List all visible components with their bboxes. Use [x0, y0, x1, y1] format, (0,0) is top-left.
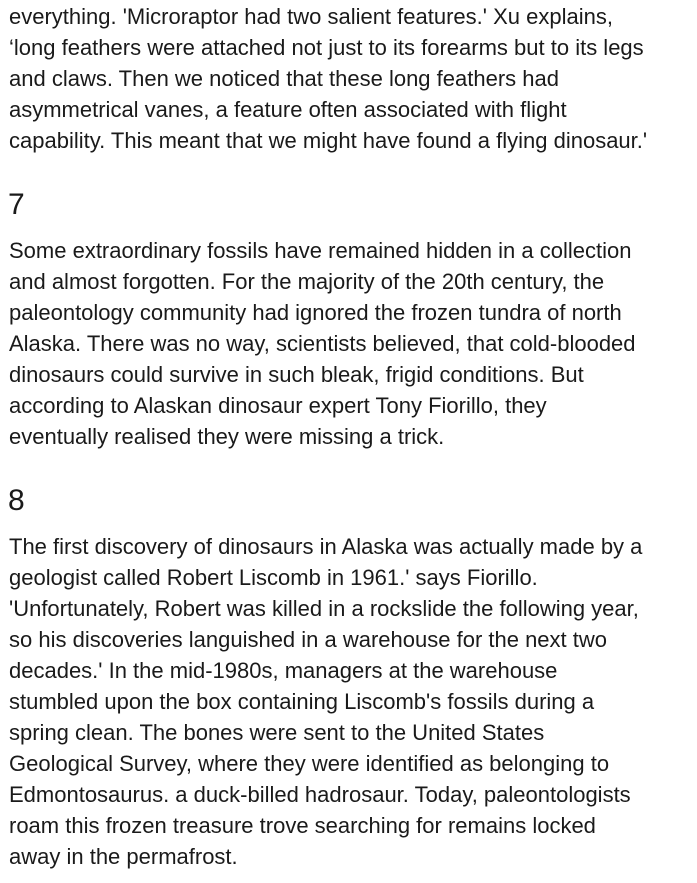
paragraph-8 [9, 531, 642, 872]
text-line: stumbled upon the box containing Liscomb's fossils during a [9, 689, 595, 714]
text-line: 'Unfortunately, Robert was killed in a rockslide the following year, [9, 596, 639, 621]
text-line: eventually realised they were missing a trick. [9, 424, 445, 449]
text-line: capability. This meant that we might have found a flying dinosaur.' [9, 128, 648, 153]
text-line: Edmontosaurus. a duck-billed hadrosaur. Today, paleontologists [9, 782, 631, 807]
text-line: paleontology community had ignored the frozen tundra of north [9, 300, 622, 325]
text-line: Some extraordinary fossils have remained hidden in a collection [9, 238, 632, 263]
text-line: roam this frozen treasure trove searching for remains locked [9, 813, 596, 838]
text-line: ‘long feathers were attached not just to its forearms but to its legs [9, 35, 644, 60]
text-line: away in the permafrost. [9, 844, 238, 869]
text-line: and claws. Then we noticed that these long feathers had [9, 66, 559, 91]
text-line: Geological Survey, where they were identified as belonging to [9, 751, 610, 776]
text-line: according to Alaskan dinosaur expert Tony Fiorillo, they [9, 393, 547, 418]
text-line: so his discoveries languished in a warehouse for the next two [9, 627, 608, 652]
paragraph-6-continuation [9, 1, 647, 156]
section-number-8: 8 [8, 484, 25, 517]
text-line: asymmetrical vanes, a feature often associated with flight [9, 97, 567, 122]
paragraph-7 [9, 235, 636, 452]
text-line: geologist called Robert Liscomb in 1961.' says Fiorillo. [9, 565, 538, 590]
text-line: Alaska. There was no way, scientists believed, that cold-blooded [9, 331, 636, 356]
text-line: spring clean. The bones were sent to the United States [9, 720, 545, 745]
text-line: and almost forgotten. For the majority of the 20th century, the [9, 269, 605, 294]
text-line: everything. 'Microraptor had two salient features.' Xu explains, [9, 4, 613, 29]
text-line: decades.' In the mid-1980s, managers at the warehouse [9, 658, 558, 683]
text-line: dinosaurs could survive in such bleak, frigid conditions. But [9, 362, 584, 387]
text-line: The first discovery of dinosaurs in Alaska was actually made by a [9, 534, 643, 559]
section-number-7: 7 [8, 188, 25, 221]
